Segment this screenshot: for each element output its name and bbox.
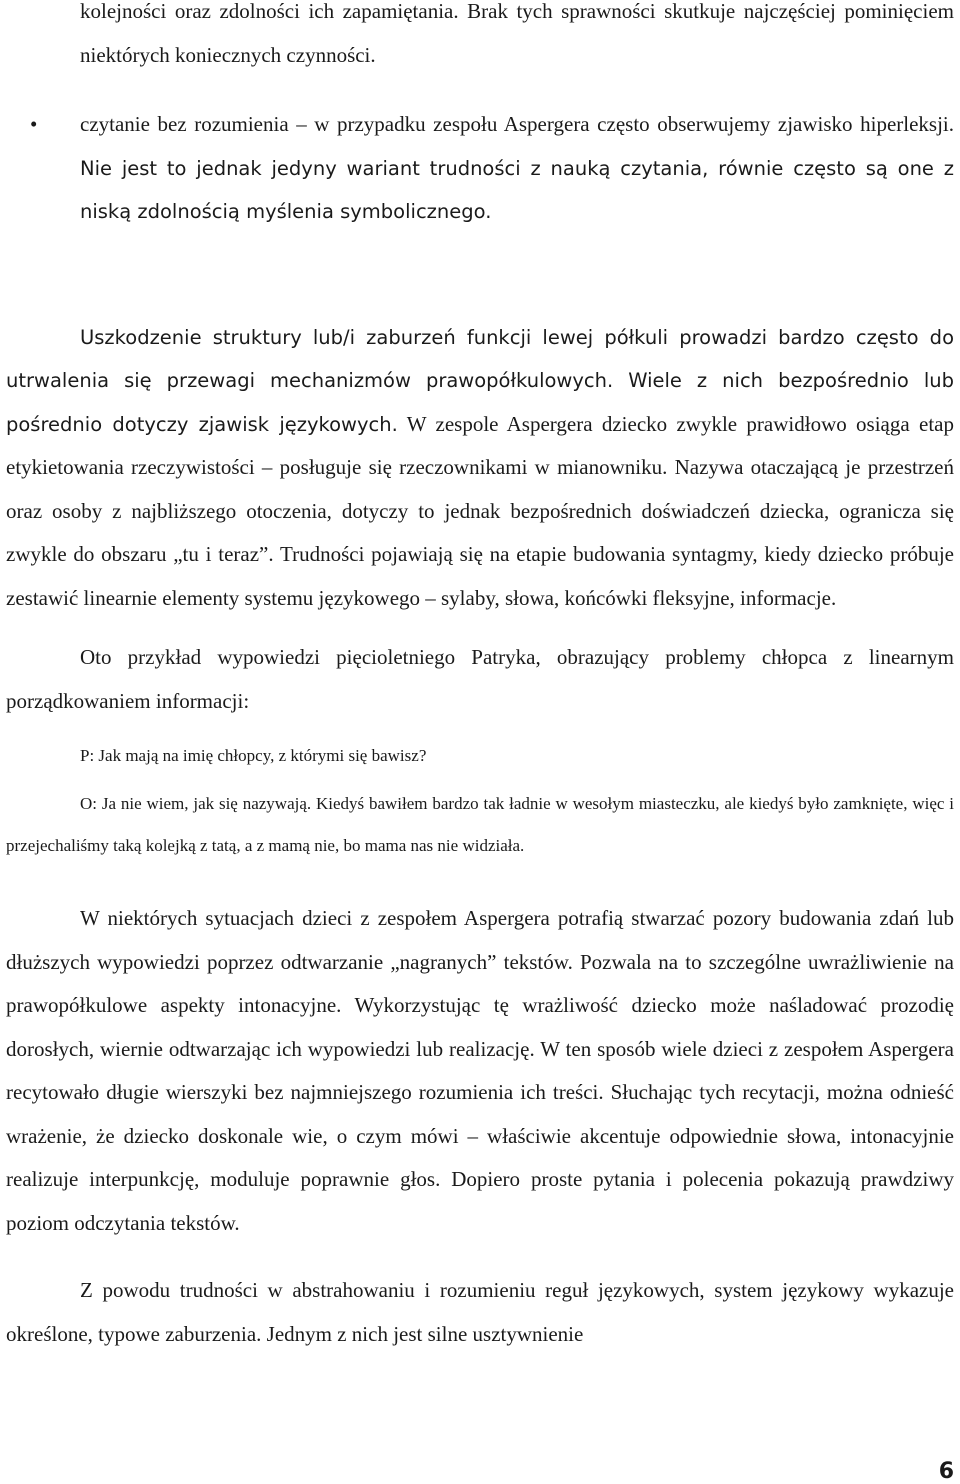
bullet-item-reading <box>6 103 954 234</box>
paragraph-recorded-texts: W niektórych sytuacjach dzieci z zespołem Aspergera potrafią stwarzać pozory budowania zdań lub dłuższych wypowiedzi poprzez odtwarzanie „nagranych” tekstów. Pozwala na to szczególne uwrażliwienie na prawopółkulowe aspekty intonacyjne. Wykorzystując tę wrażliwość dziecko może naśladować prozodię dorosłych, wiernie odtwarzając ich wypowiedzi lub realizację. W ten sposób wiele dzieci z zespołem Aspergera recytowało długie wierszyki bez najmniejszego rozumienia ich treści. Słuchając tych recytacji, można odnieść wrażenie, że dziecko doskonale wie, o czym mówi – właściwie akcentuje odpowiednie słowa, intonacyjnie realizuje interpunkcję, moduluje poprawnie głos. Dopiero proste pytania i polecenia pokazują prawdziwy poziom odczytania tekstów. <box>6 906 954 1235</box>
paragraph-1-sans-text: Uszkodzenie struktury lub/i zaburzeń funkcji lewej półkuli prowadzi bardzo często do utrwalenia się przewagi mechanizmów prawopółkulowych. Wiele z nich bezpośrednio lub pośrednio dotyczy zjawisk językowych. <box>6 325 954 436</box>
paragraph-left-hemisphere <box>6 316 954 621</box>
paragraph-1-serif-text: W zespole Aspergera dziecko zwykle prawidłowo osiąga etap etykietowania rzeczywistości – posługuje się rzeczownikami w mianowniku. Nazywa otaczającą je przestrzeń oraz osoby z najbliższego otoczenia, dotyczy to jednak bezpośrednich doświadczeń dziecka, ogranicza się zwykle do obszaru „tu i teraz”. Trudności pojawiają się na etapie budowania syntagmy, kiedy dziecko próbuje zestawić linearnie elementy systemu językowego – sylaby, słowa, końcówki fleksyjne, informacje. <box>6 411 954 610</box>
bullet-text-serif: czytanie bez rozumienia – w przypadku zespołu Aspergera często obserwujemy zjawisko hiperleksji. <box>80 112 954 136</box>
dialog-answer: O: Ja nie wiem, jak się nazywają. Kiedyś bawiłem bardzo tak ładnie w wesołym miasteczku, ale kiedyś było zamknięte, więc i przejechaliśmy taką kolejką z tatą, a z mamą nie, bo mama nas nie widziała. <box>6 794 954 855</box>
page-number: 6 <box>938 1459 954 1484</box>
paragraph-example-intro: Oto przykład wypowiedzi pięcioletniego Patryka, obrazujący problemy chłopca z linearnym porządkowaniem informacji: <box>6 645 954 713</box>
list-item-continuation <box>6 0 954 77</box>
bullet-text-sans: Nie jest to jednak jedyny wariant trudności z nauką czytania, równie często są one z niską zdolnością myślenia symbolicznego. <box>80 156 954 223</box>
bullet-icon: • <box>30 112 38 136</box>
paragraph-language-rules: Z powodu trudności w abstrahowaniu i rozumieniu reguł językowych, system językowy wykazuje określone, typowe zaburzenia. Jednym z nich jest silne usztywnienie <box>6 1278 954 1346</box>
list-continuation-text: kolejności oraz zdolności ich zapamiętania. Brak tych sprawności skutkuje najczęściej pominięciem niektórych koniecznych czynności. <box>80 0 954 67</box>
dialog-question: P: Jak mają na imię chłopcy, z którymi się bawisz? <box>80 746 427 765</box>
document-page <box>6 0 954 1356</box>
